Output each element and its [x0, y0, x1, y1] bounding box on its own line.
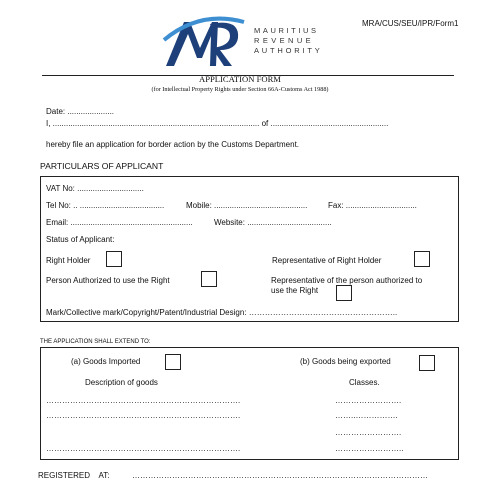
goods-imported-checkbox[interactable] [165, 354, 181, 370]
logo-line-mauritius: MAURITIUS [254, 26, 319, 35]
class-line[interactable]: ……………………. [335, 428, 402, 437]
date-field[interactable]: Date: ..................... [46, 107, 115, 116]
goods-exported-checkbox[interactable] [419, 355, 435, 371]
fax-field[interactable]: Fax: ................................ [328, 201, 417, 210]
vat-field[interactable]: VAT No: .............................. [46, 184, 144, 193]
website-field[interactable]: Website: ...................................... [214, 218, 332, 227]
goods-imported-label: (a) Goods Imported [71, 357, 141, 366]
rep-person-checkbox[interactable] [336, 285, 352, 301]
registered-at-field[interactable]: ………………………………………………………………………………………………… [132, 471, 428, 480]
rep-person-label-line2: use the Right [271, 286, 319, 295]
logo-line-authority: AUTHORITY [254, 46, 323, 55]
right-holder-label: Right Holder [46, 256, 91, 265]
rep-right-holder-checkbox[interactable] [414, 251, 430, 267]
right-holder-checkbox[interactable] [106, 251, 122, 267]
hereby-statement: hereby file an application for border action by the Customs Department. [46, 140, 300, 149]
status-label: Status of Applicant: [46, 235, 115, 244]
class-line[interactable]: ……………………. [335, 396, 402, 405]
applicant-heading: PARTICULARS OF APPLICANT [40, 161, 164, 171]
email-field[interactable]: Email: ....................................................... [46, 218, 193, 227]
description-line[interactable]: ………………………………………………………………. [46, 444, 241, 453]
registered-at-label: REGISTERED AT: [38, 471, 110, 480]
mra-logo [160, 14, 345, 72]
class-line[interactable]: …………………….. [335, 444, 404, 453]
person-authorized-label: Person Authorized to use the Right [46, 276, 170, 285]
extend-heading: THE APPLICATION SHALL EXTEND TO: [40, 339, 151, 345]
class-line[interactable]: ……..……………. [335, 411, 398, 420]
person-authorized-checkbox[interactable] [201, 271, 217, 287]
name-of-field[interactable]: I, ............................................................................................. of ..................................................... [46, 119, 389, 128]
applicant-box [40, 176, 459, 322]
rep-right-holder-label: Representative of Right Holder [272, 256, 382, 265]
mark-field[interactable]: Mark/Collective mark/Copyright/Patent/Industrial Design: ……………………………………………….. [46, 308, 398, 317]
mra-logo-icon [160, 14, 250, 72]
goods-exported-label: (b) Goods being exported [300, 357, 391, 366]
description-line[interactable]: ………………………………………………………………. [46, 411, 241, 420]
tel-field[interactable]: Tel No: .. ...................................... [46, 201, 165, 210]
form-title: APPLICATION FORM [199, 74, 281, 84]
form-subtitle: (for Intellectual Property Rights under Section 66A-Customs Act 1988) [151, 86, 329, 93]
form-code: MRA/CUS/SEU/IPR/Form1 [362, 19, 459, 28]
logo-line-revenue: REVENUE [254, 36, 315, 45]
classes-heading: Classes. [349, 378, 380, 387]
description-heading: Description of goods [85, 378, 158, 387]
mobile-field[interactable]: Mobile: .......................................... [186, 201, 308, 210]
description-line[interactable]: ………………………………………………………………. [46, 396, 241, 405]
rep-person-label-line1: Representative of the person authorized to [271, 276, 423, 285]
